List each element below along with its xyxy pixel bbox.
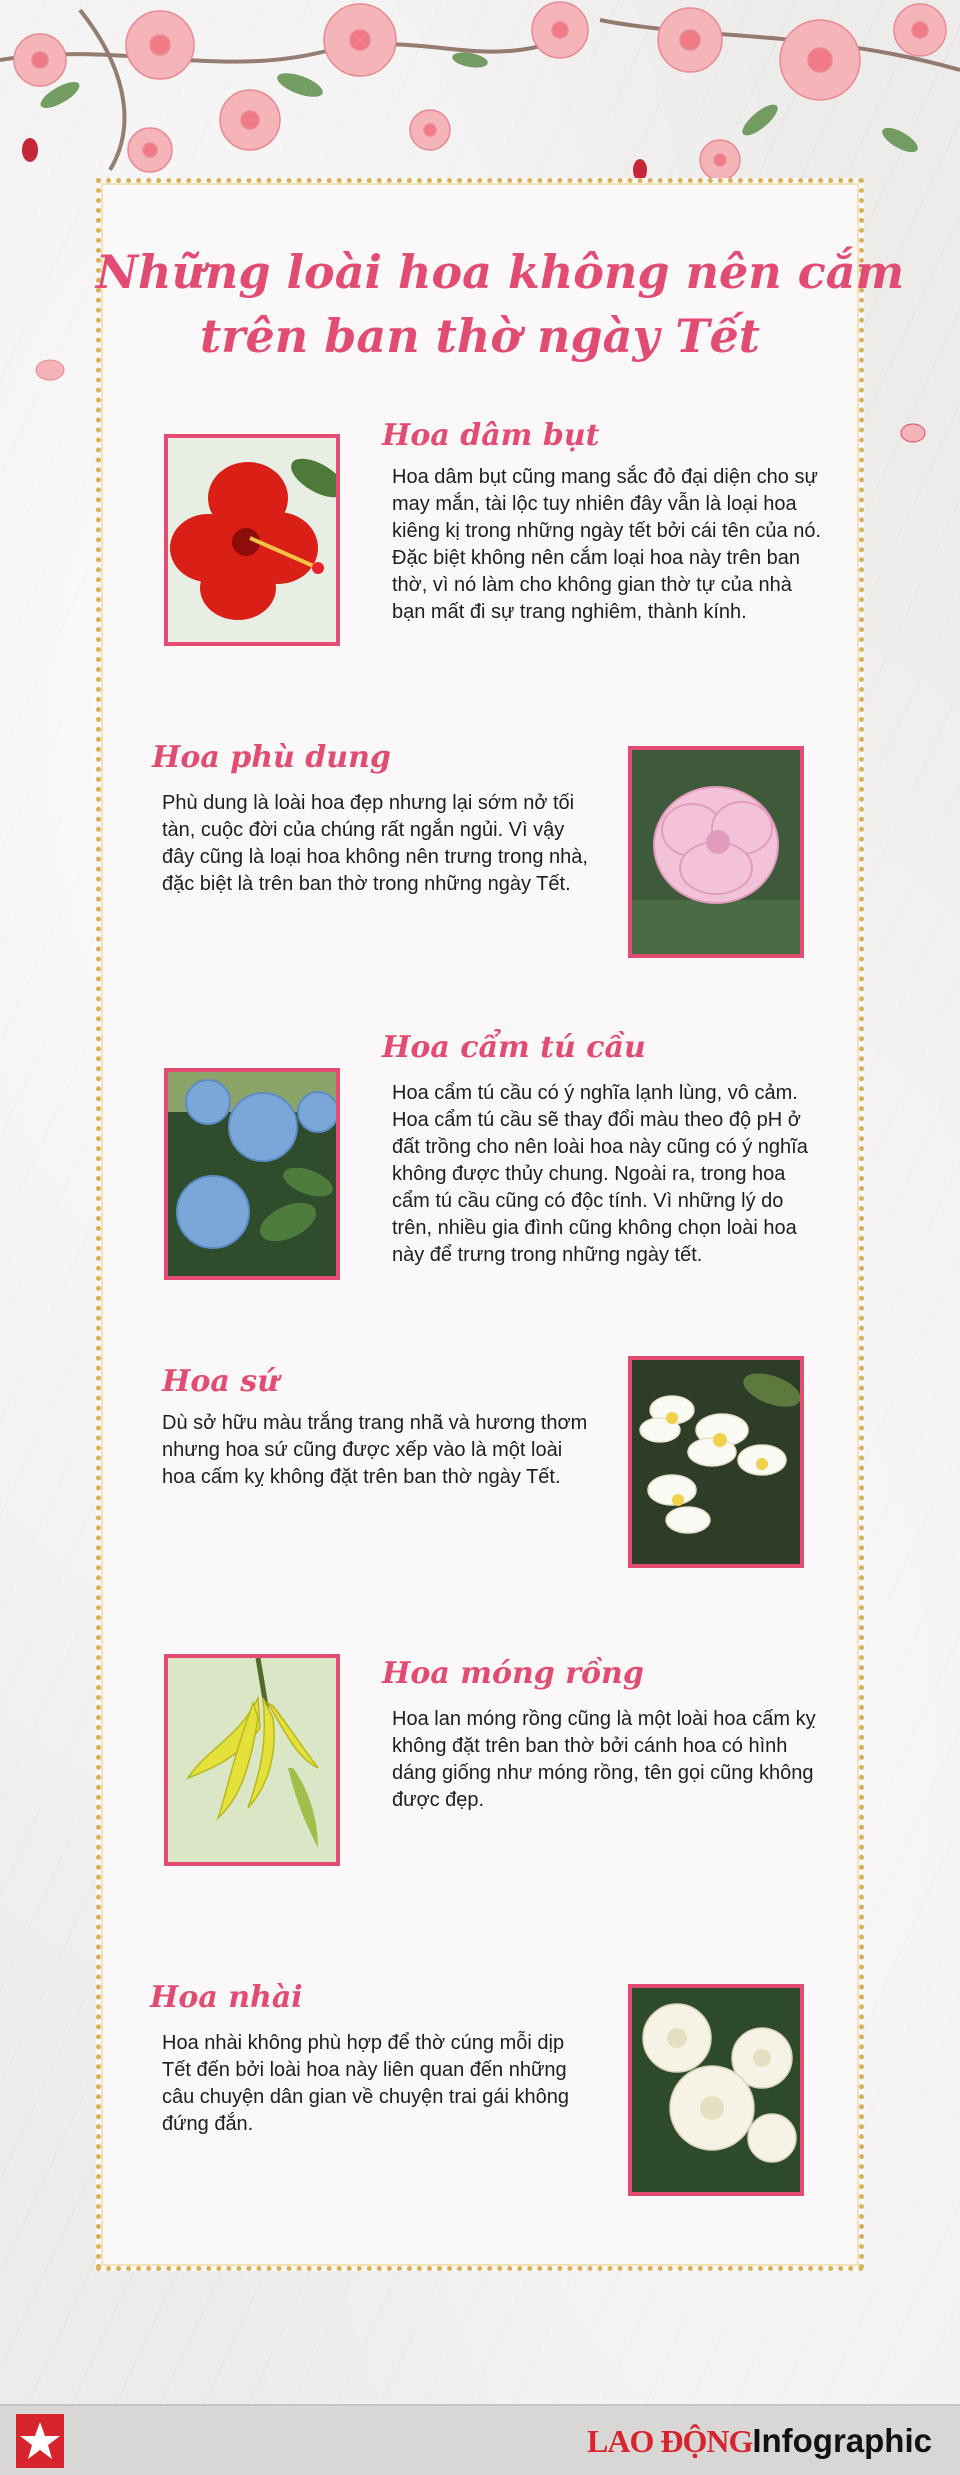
hibiscus-flower-icon [168, 438, 336, 642]
hydrangea-flower-icon [168, 1072, 336, 1276]
star-icon [16, 2414, 64, 2468]
brand-suffix: Infographic [752, 2422, 932, 2459]
ylang-ylang-photo [164, 1654, 340, 1866]
brand-logo[interactable] [587, 2416, 932, 2466]
section-title-cotton-rose: Hoa phù dung [152, 740, 391, 775]
section-title-frangipani: Hoa sứ [162, 1364, 279, 1399]
frangipani-photo [628, 1356, 804, 1568]
section-text-cotton-rose: Phù dung là loài hoa đẹp nhưng lại sớm nở tối tàn, cuộc đời của chúng rất ngắn ngủi. Vì vậy đây cũng là loại hoa không nên trưng trong nhà, đặc biệt là trên ban thờ trong những ngày Tết. [162, 792, 588, 895]
section-text-hydrangea: Hoa cẩm tú cầu có ý nghĩa lạnh lùng, vô cảm. Hoa cẩm tú cầu sẽ thay đổi màu theo độ pH ở đất trồng cho nên loài hoa này cũng có ý nghĩa không được thủy chung. Ngoài ra, trong hoa cẩm tú cầu cũng có độc tính. Vì những lý do trên, nhiều gia đình cũng không chọn loài hoa này để trưng trong những ngày tết. [392, 1082, 808, 1266]
cotton-rose-photo [628, 746, 804, 958]
jasmine-photo [628, 1984, 804, 2196]
petal-decoration-right [895, 415, 931, 451]
hibiscus-photo [164, 434, 340, 646]
cotton-rose-flower-icon [632, 750, 800, 954]
section-title-hydrangea: Hoa cẩm tú cầu [382, 1030, 646, 1065]
section-text-hibiscus: Hoa dâm bụt cũng mang sắc đỏ đại diện cho sự may mắn, tài lộc tuy nhiên đây vẫn là loại hoa kiêng kị trong những ngày tết bởi cái tên của nó. Đặc biệt không nên cắm loại hoa này trên ban thờ, vì nó làm cho không gian thờ tự của nhà bạn mất đi sự trang nghiêm, thành kính. [392, 466, 821, 623]
ylang-ylang-flower-icon [168, 1658, 336, 1862]
title-line-1: Những loài hoa không nên cắm [96, 245, 905, 299]
section-text-frangipani: Dù sở hữu màu trắng trang nhã và hương thơm nhưng hoa sứ cũng được xếp vào là một loài hoa cấm kỵ không đặt trên ban thờ ngày Tết. [162, 1412, 588, 1488]
section-title-hibiscus: Hoa dâm bụt [382, 418, 600, 453]
brand-name: LAO ĐỘNG [586, 2423, 753, 2459]
section-text-jasmine: Hoa nhài không phù hợp để thờ cúng mỗi dịp Tết đến bởi loài hoa này liên quan đến những câu chuyện dân gian về chuyện trai gái không đứng đắn. [162, 2032, 569, 2135]
section-title-jasmine: Hoa nhài [150, 1980, 303, 2015]
hydrangea-photo [164, 1068, 340, 1280]
page-title [96, 240, 905, 368]
petal-decoration-left [30, 350, 70, 390]
section-title-ylang-ylang: Hoa móng rồng [382, 1656, 644, 1691]
title-line-2: trên ban thờ ngày Tết [200, 309, 760, 363]
jasmine-flower-icon [632, 1988, 800, 2192]
frangipani-flower-icon [632, 1360, 800, 1564]
section-text-ylang-ylang: Hoa lan móng rồng cũng là một loài hoa cấm kỵ không đặt trên ban thờ bởi cánh hoa có hình dáng giống như móng rồng, tên gọi cũng không được đẹp. [392, 1708, 816, 1811]
footer [0, 2404, 960, 2475]
brand-badge [16, 2414, 64, 2468]
